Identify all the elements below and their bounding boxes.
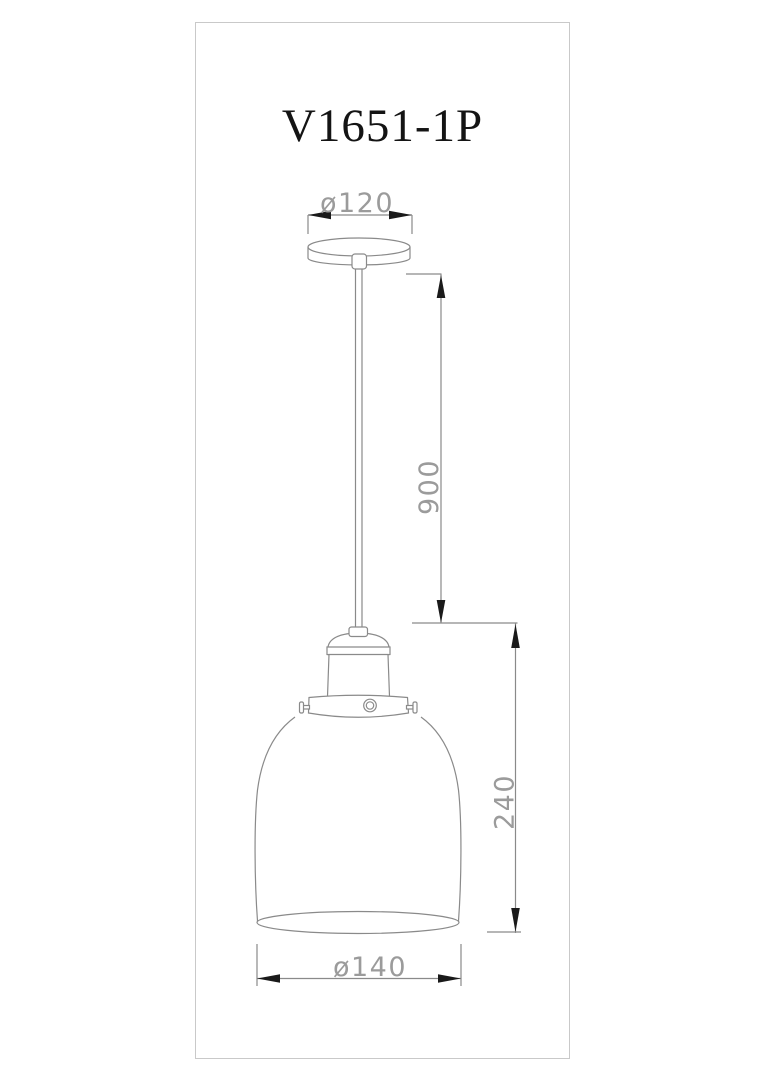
shade-height-label: 240 (489, 773, 521, 831)
suspension-length-dimension (406, 274, 518, 623)
canopy-diameter-dimension (308, 188, 412, 234)
canopy-diameter-label: ø120 (319, 188, 395, 219)
canopy-top (308, 238, 410, 256)
arrowhead-down (437, 600, 446, 623)
shade-left-edge (255, 717, 295, 921)
right-screw-head (413, 702, 417, 713)
shade-diameter-label: ø140 (332, 952, 408, 983)
socket-body (328, 655, 390, 697)
shade-right-edge (421, 717, 461, 921)
lamp-socket (327, 627, 390, 697)
suspension-length-label: 900 (414, 458, 445, 516)
cord-ferrule (349, 627, 368, 637)
left-screw-head (300, 702, 304, 713)
thumbscrew-outer (364, 699, 377, 712)
suspension-cord (356, 268, 363, 629)
shade-holder-ring (300, 695, 418, 717)
shade-height-dimension (487, 623, 521, 933)
arrowhead-up (511, 624, 520, 648)
arrowhead-up (437, 275, 446, 298)
arrowhead-left (257, 974, 280, 983)
shade-bottom-rim (257, 912, 459, 934)
cord-grip-connector (352, 254, 367, 269)
glass-shade (255, 717, 461, 934)
holder-ring-band (309, 695, 409, 717)
model-number-title: V1651-1P (281, 100, 484, 152)
right-screw-shaft (407, 706, 414, 710)
arrowhead-down (511, 908, 520, 932)
arrowhead-right (438, 974, 461, 983)
shade-diameter-dimension (257, 944, 461, 986)
